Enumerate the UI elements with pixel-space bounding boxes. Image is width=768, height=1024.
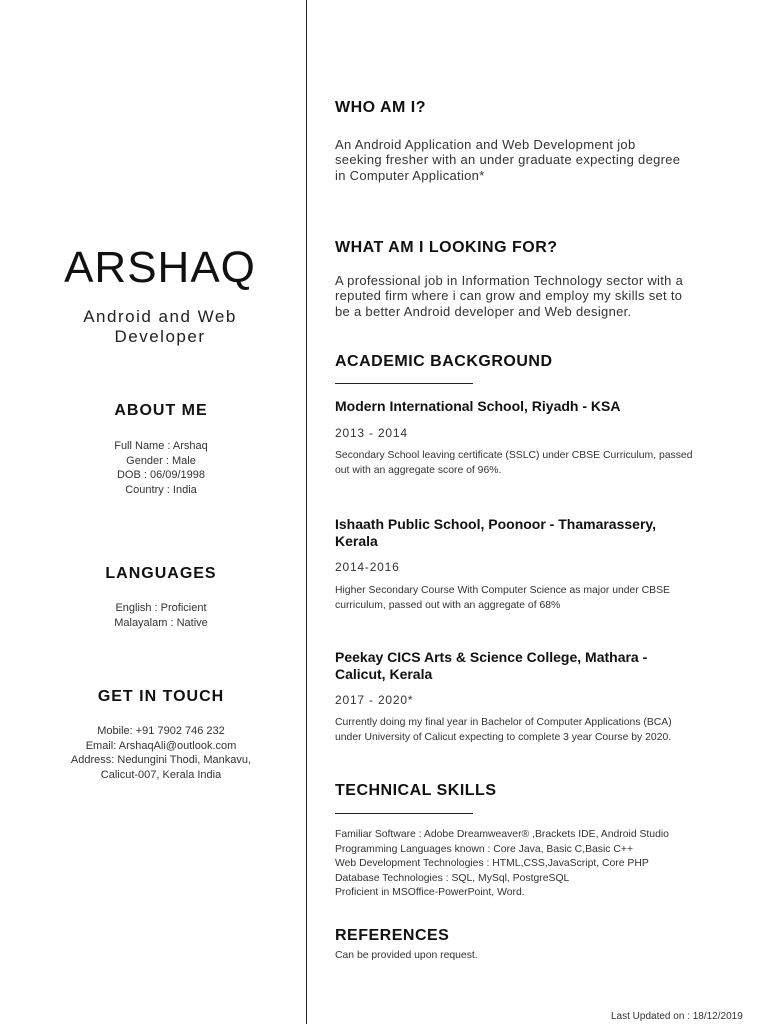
languages-details [0, 601, 322, 630]
school-years: 2017 - 2020* [335, 693, 414, 707]
school-description [335, 584, 735, 613]
skill-line: Database Technologies : SQL, MySql, PostgreSQL [335, 872, 570, 884]
looking-line: reputed firm where i can grow and employ my skills set to [335, 288, 683, 304]
description-line: out with an aggregate score of 96%. [335, 464, 502, 476]
academic-heading: ACADEMIC BACKGROUND [335, 353, 553, 370]
school-name-line: Ishaath Public School, Poonoor - Thamarassery, [335, 516, 657, 532]
school-description [335, 449, 735, 478]
contact-details [0, 724, 322, 782]
left-column [0, 0, 306, 1024]
language-line: English : Proficient [115, 602, 207, 614]
references-text: Can be provided upon request. [335, 950, 478, 961]
who-line: seeking fresher with an under graduate expecting degree [335, 152, 681, 168]
school-years: 2014-2016 [335, 560, 400, 574]
contact-heading: GET IN TOUCH [97, 688, 225, 705]
skill-line: Familiar Software : Adobe Dreamweaver® ,Brackets IDE, Android Studio [335, 829, 669, 840]
about-line: Full Name : Arshaq [114, 440, 208, 452]
who-line: An Android Application and Web Development job [335, 137, 636, 152]
description-line: curriculum, passed out with an aggregate of 68% [335, 599, 561, 611]
languages-heading: LANGUAGES [105, 565, 217, 582]
contact-mobile: Mobile: +91 7902 746 232 [97, 725, 225, 737]
skill-line: Proficient in MSOffice-PowerPoint, Word. [335, 887, 525, 899]
looking-line: be a better Android developer and Web designer. [335, 303, 632, 319]
about-heading: ABOUT ME [114, 402, 208, 419]
school-name [335, 516, 715, 550]
skills-rule [335, 813, 473, 814]
contact-address: Calicut-007, Kerala India [100, 768, 222, 781]
skills-heading: TECHNICAL SKILLS [335, 782, 497, 799]
contact-email: Email: ArshaqAli@outlook.com [85, 739, 237, 752]
role-line: Android and Web [83, 307, 237, 326]
column-divider [306, 0, 307, 1024]
academic-rule [335, 383, 473, 384]
who-text [335, 137, 735, 183]
description-line: Secondary School leaving certificate (SSLC) under CBSE Curriculum, passed [335, 450, 693, 461]
about-line: DOB : 06/09/1998 [116, 469, 206, 482]
school-name-line: Peekay CICS Arts & Science College, Mathara - [335, 649, 648, 665]
looking-heading: WHAT AM I LOOKING FOR? [335, 239, 558, 256]
about-details [0, 439, 322, 497]
about-line: Gender : Male [126, 454, 196, 467]
contact-address: Address: Nedungini Thodi, Mankavu, [70, 754, 252, 767]
who-heading: WHO AM I? [335, 99, 426, 116]
who-line: in Computer Application* [335, 167, 485, 183]
school-name: Modern International School, Riyadh - KSA [335, 398, 621, 414]
skill-line: Web Development Technologies : HTML,CSS,JavaScript, Core PHP [335, 858, 649, 870]
description-line: under University of Calicut expecting to complete 3 year Course by 2020. [335, 731, 672, 743]
language-line: Malayalam : Native [114, 616, 208, 629]
skill-line: Programming Languages known : Core Java, Basic C,Basic C++ [335, 843, 634, 855]
school-name-line: Kerala [335, 533, 378, 549]
looking-text [335, 273, 735, 319]
description-line: Higher Secondary Course With Computer Science as major under CBSE [335, 585, 670, 596]
school-description [335, 716, 735, 745]
school-name-line: Calicut, Kerala [335, 666, 433, 682]
about-line: Country : India [125, 483, 197, 496]
looking-line: A professional job in Information Technology sector with a [335, 273, 684, 288]
candidate-name: ARSHAQ [64, 243, 256, 292]
references-heading: REFERENCES [335, 927, 450, 944]
last-updated: Last Updated on : 18/12/2019 [611, 1011, 743, 1022]
school-years: 2013 - 2014 [335, 426, 408, 440]
description-line: Currently doing my final year in Bachelor of Computer Applications (BCA) [335, 717, 672, 728]
role-line: Developer [114, 327, 206, 346]
skills-list [335, 828, 735, 901]
candidate-role [60, 307, 260, 347]
school-name [335, 649, 715, 683]
